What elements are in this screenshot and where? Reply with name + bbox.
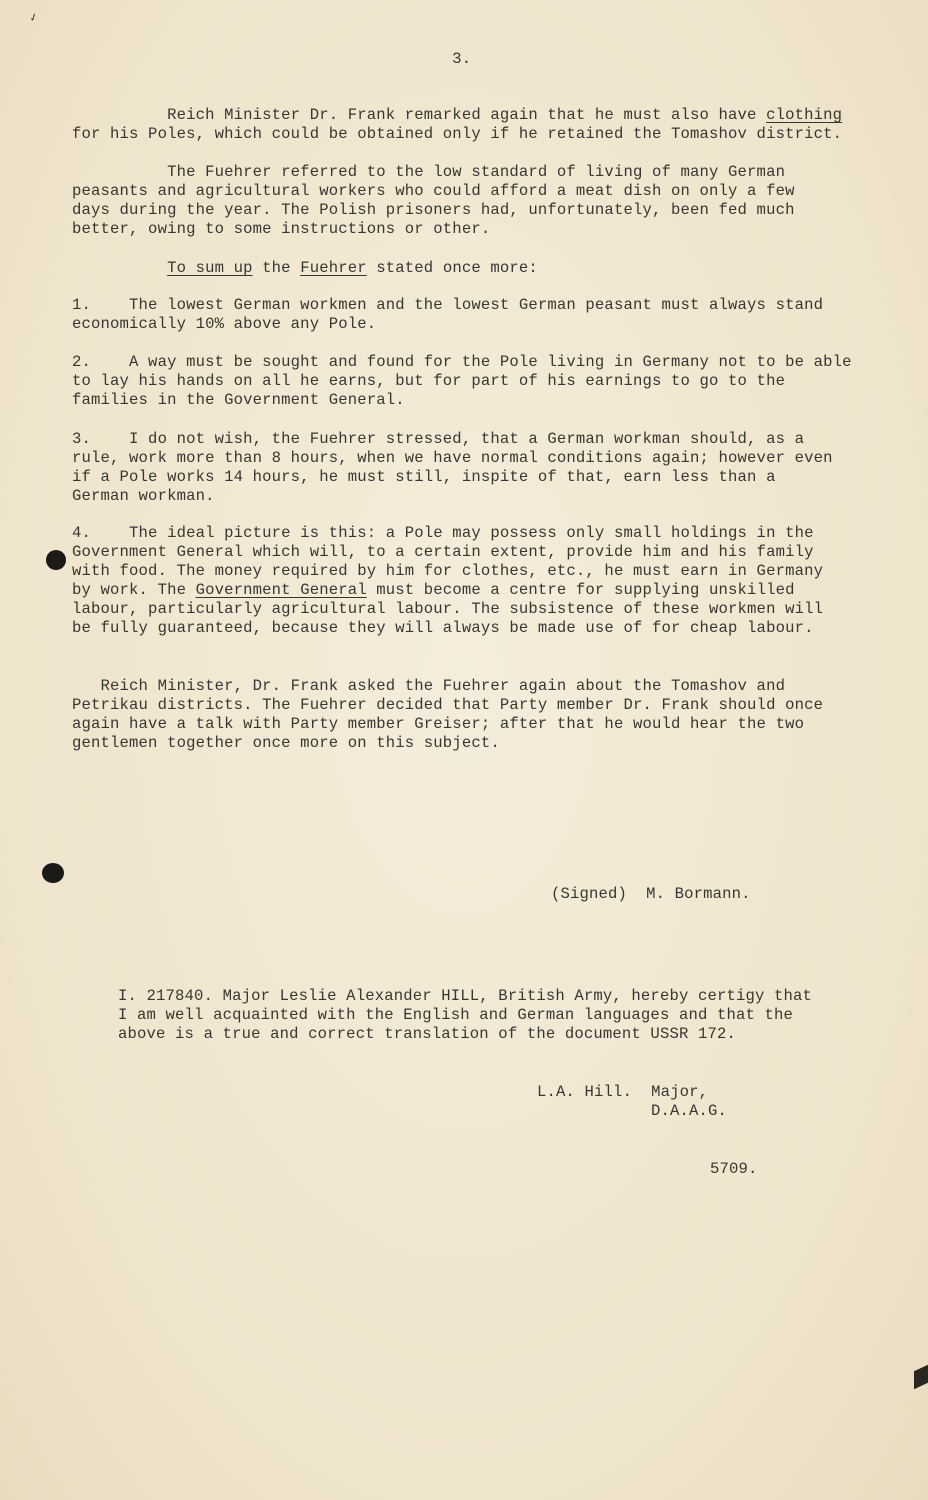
- point2-line2: to lay his hands on all he earns, but for part of his earnings to go to the: [72, 372, 786, 390]
- certifier-name: L.A. Hill. Major,: [537, 1083, 709, 1101]
- point2-line1: 2. A way must be sought and found for the Pole living in Germany not to be able: [72, 353, 852, 371]
- punch-hole-bottom: [42, 863, 64, 883]
- summary-heading: To sum up the Fuehrer stated once more:: [167, 259, 538, 277]
- para1-line2: for his Poles, which could be obtained only if he retained the Tomashov district.: [72, 125, 843, 143]
- point4-line3: with food. The money required by him for clothes, etc., he must earn in Germany: [72, 562, 824, 580]
- corner-tick-mark: ✓: [27, 10, 40, 26]
- point3-line3: if a Pole works 14 hours, he must still, inspite of that, earn less than a: [72, 468, 776, 486]
- point2-line3: families in the Government General.: [72, 391, 405, 409]
- final-para-line4: gentlemen together once more on this subject.: [72, 734, 500, 752]
- edge-ink-mark: [914, 1365, 928, 1390]
- document-number: 5709.: [710, 1160, 758, 1178]
- certification-line1: I. 217840. Major Leslie Alexander HILL, British Army, hereby certigy that: [118, 987, 813, 1005]
- point4-line6: be fully guaranteed, because they will always be made use of for cheap labour.: [72, 619, 814, 637]
- final-para-line2: Petrikau districts. The Fuehrer decided that Party member Dr. Frank should once: [72, 696, 824, 714]
- para1-line1: Reich Minister Dr. Frank remarked again that he must also have clothing: [167, 106, 843, 124]
- para2-line4: better, owing to some instructions or other.: [72, 220, 491, 238]
- point3-line1: 3. I do not wish, the Fuehrer stressed, that a German workman should, as a: [72, 430, 805, 448]
- certification-line3: above is a true and correct translation of the document USSR 172.: [118, 1025, 737, 1043]
- signature-line: (Signed) M. Bormann.: [551, 885, 751, 903]
- certifier-title: D.A.A.G.: [651, 1102, 728, 1120]
- point3-line2: rule, work more than 8 hours, when we have normal conditions again; however even: [72, 449, 833, 467]
- point4-line5: labour, particularly agricultural labour. The subsistence of these workmen will: [72, 600, 824, 618]
- point4-line2: Government General which will, to a certain extent, provide him and his family: [72, 543, 814, 561]
- point1-line2: economically 10% above any Pole.: [72, 315, 377, 333]
- point1-line1: 1. The lowest German workmen and the lowest German peasant must always stand: [72, 296, 824, 314]
- certification-line2: I am well acquainted with the English and German languages and that the: [118, 1006, 794, 1024]
- para2-line2: peasants and agricultural workers who could afford a meat dish on only a few: [72, 182, 795, 200]
- page-number: 3.: [452, 50, 472, 68]
- final-para-line3: again have a talk with Party member Greiser; after that he would hear the two: [72, 715, 805, 733]
- point4-line4: by work. The Government General must become a centre for supplying unskilled: [72, 581, 795, 599]
- final-para-line1: Reich Minister, Dr. Frank asked the Fuehrer again about the Tomashov and: [72, 677, 786, 695]
- punch-hole-top: [46, 550, 66, 570]
- para2-line3: days during the year. The Polish prisoners had, unfortunately, been fed much: [72, 201, 795, 219]
- point4-line1: 4. The ideal picture is this: a Pole may possess only small holdings in the: [72, 524, 814, 542]
- point3-line4: German workman.: [72, 487, 215, 505]
- para2-line1: The Fuehrer referred to the low standard of living of many German: [167, 163, 786, 181]
